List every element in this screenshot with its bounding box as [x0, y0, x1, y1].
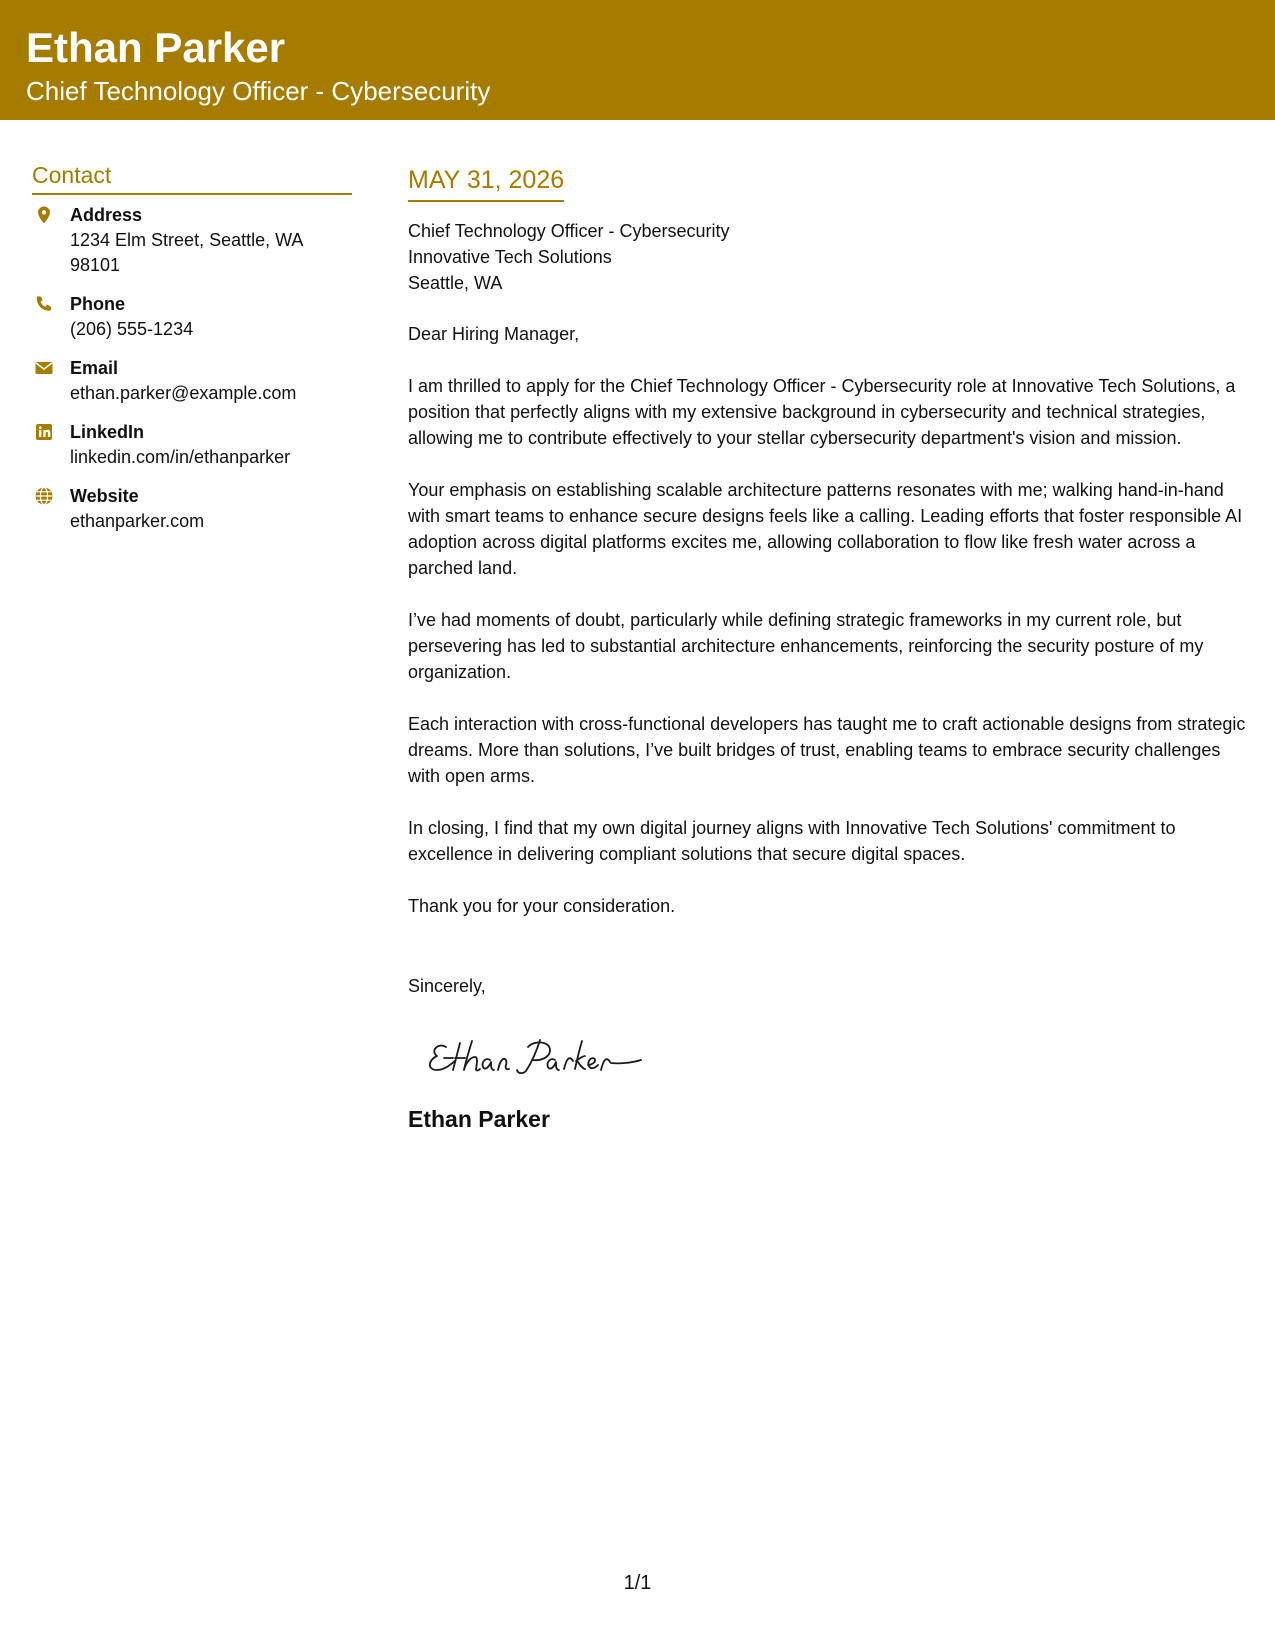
recipient-block — [408, 218, 1248, 296]
letter-body — [408, 163, 1248, 1134]
contact-label-linkedin: LinkedIn — [70, 422, 145, 442]
contact-label-address: Address — [70, 205, 143, 225]
contact-item-address — [32, 203, 352, 278]
applicant-title: Chief Technology Officer - Cybersecurity — [26, 76, 491, 106]
contact-list — [32, 203, 352, 534]
applicant-name: Ethan Parker — [26, 24, 286, 71]
contact-value-email: ethan.parker@example.com — [70, 383, 297, 403]
header-banner — [0, 0, 1275, 120]
contact-value-address: 1234 Elm Street, Seattle, WA 98101 — [70, 230, 303, 275]
page-number: 1/1 — [623, 1572, 652, 1594]
contact-label-email: Email — [70, 358, 119, 378]
contact-section-title: Contact — [32, 160, 352, 195]
signed-name: Ethan Parker — [408, 1106, 550, 1132]
handwritten-signature — [424, 1025, 664, 1085]
contact-sidebar — [32, 160, 352, 548]
recipient-title: Chief Technology Officer - Cybersecurity — [408, 221, 730, 241]
contact-value-linkedin: linkedin.com/in/ethanparker — [70, 447, 291, 467]
letter-paragraph: I am thrilled to apply for the Chief Technology Officer - Cybersecurity role at Innovative Tech Solutions, a position that perfectly aligns with my extensive background in cybersecurity and technical strategies, allowing me to contribute effectively to your stellar cybersecurity department's vision and mission. — [408, 376, 1236, 448]
letter-paragraph: In closing, I find that my own digital journey aligns with Innovative Tech Solutions' commitment to excellence in delivering compliant solutions that secure digital spaces. — [408, 818, 1176, 864]
contact-item-email — [32, 356, 352, 406]
recipient-company: Innovative Tech Solutions — [408, 247, 612, 267]
letter-date: MAY 31, 2026 — [408, 163, 564, 202]
letter-greeting: Dear Hiring Manager, — [408, 324, 580, 344]
linkedin-icon — [34, 422, 54, 442]
contact-item-phone — [32, 292, 352, 342]
map-pin-icon — [34, 205, 54, 225]
envelope-icon — [34, 358, 54, 378]
letter-paragraph: I’ve had moments of doubt, particularly while defining strategic frameworks in my current role, but persevering has led to substantial architecture enhancements, reinforcing the security posture of my organization. — [408, 610, 1204, 682]
phone-icon — [34, 294, 54, 314]
letter-closing: Sincerely, — [408, 976, 486, 996]
contact-value-phone: (206) 555-1234 — [70, 319, 194, 339]
contact-item-linkedin — [32, 420, 352, 470]
contact-value-website: ethanparker.com — [70, 511, 205, 531]
letter-paragraph: Thank you for your consideration. — [408, 896, 676, 916]
contact-item-website — [32, 484, 352, 534]
recipient-location: Seattle, WA — [408, 273, 503, 293]
contact-label-website: Website — [70, 486, 139, 506]
letter-paragraph: Each interaction with cross-functional developers has taught me to craft actionable designs from strategic dreams. More than solutions, I’ve built bridges of trust, enabling teams to embrace security challenges with open arms. — [408, 714, 1246, 786]
globe-icon — [34, 486, 54, 506]
letter-paragraph: Your emphasis on establishing scalable architecture patterns resonates with me; walking hand-in-hand with smart teams to enhance secure designs feels like a calling. Leading efforts that foster responsible AI adoption across digital platforms excites me, allowing collaboration to flow like fresh water across a parched land. — [408, 480, 1243, 578]
contact-label-phone: Phone — [70, 294, 126, 314]
